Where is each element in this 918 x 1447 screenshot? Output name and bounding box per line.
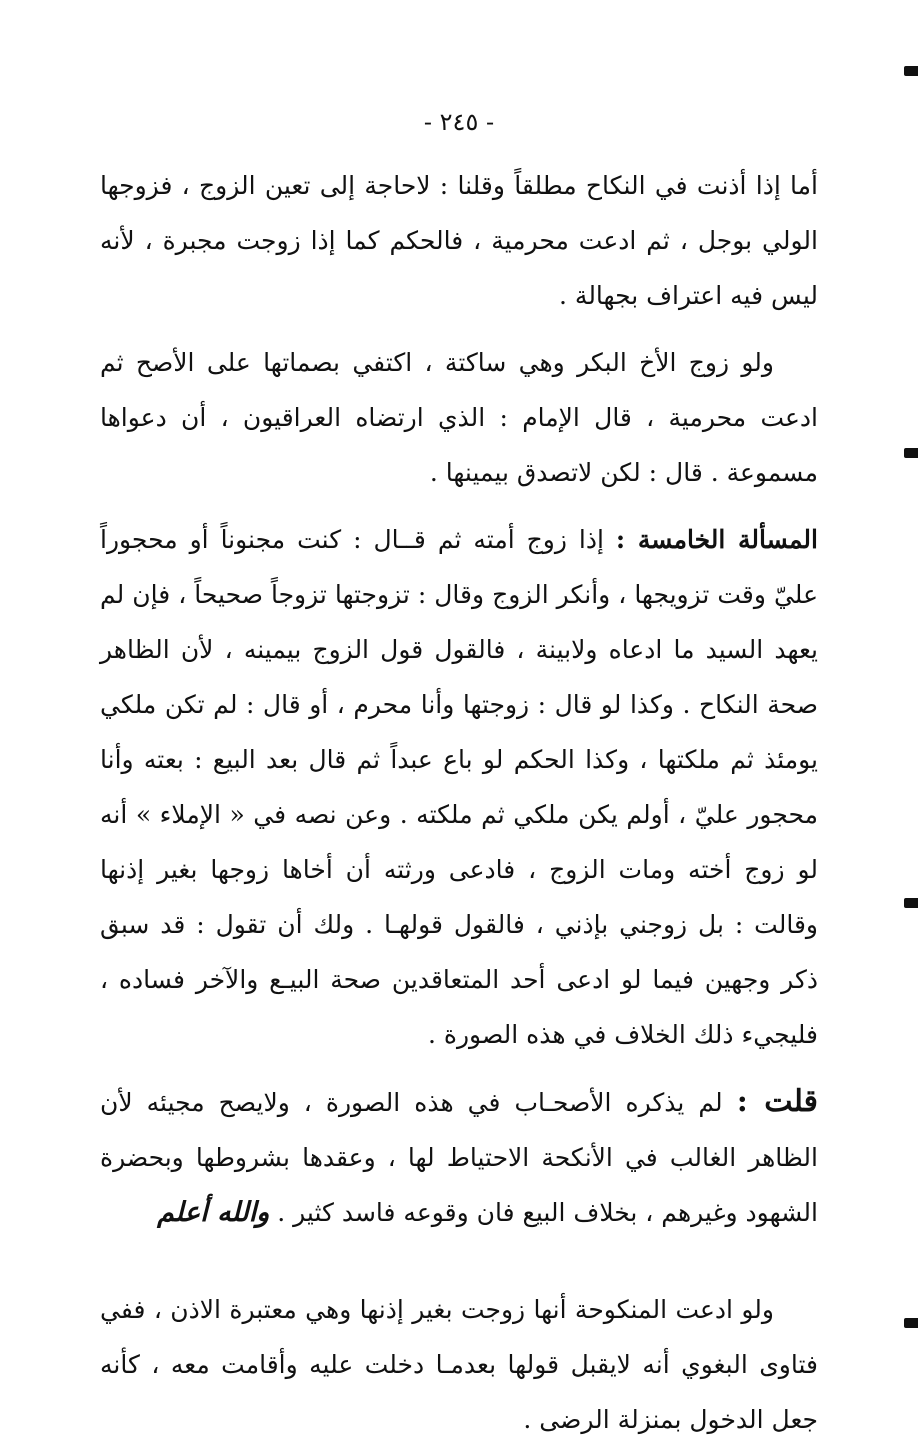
- paragraph-3: [100, 512, 818, 1062]
- paragraph-4: [100, 1074, 818, 1240]
- margin-mark: [904, 66, 918, 76]
- page-number: - ٢٤٥ -: [423, 108, 495, 136]
- paragraph-2-text: ولو زوج الأخ البكر وهي ساكتة ، اكتفي بصماتها على الأصح ثم ادعت محرمية ، قال الإمام : الذي ارتضاه العراقيون ، أن دعواها مسموعة . قال : لكن لاتصدق بيمينها .: [100, 348, 818, 487]
- section-heading-fifth-issue: المسألة الخامسة :: [615, 525, 818, 554]
- paragraph-1: [100, 158, 818, 323]
- margin-mark: [904, 448, 918, 458]
- qultu-label: قلت :: [736, 1084, 819, 1119]
- paragraph-3-text: إذا زوج أمته ثم قــال : كنت مجنوناً أو محجوراً عليّ وقت تزويجها ، وأنكر الزوج وقال : تزوجتها تزوجاً صحيحاً ، فإن لم يعهد السيد ما ادعاه ولابينة ، فالقول قول الزوج بيمينه ، لأن الظاهر صحة النكاح . وكذا لو قال : زوجتها وأنا محرم ، أو قال : لم تكن ملكي يومئذ ثم ملكتها ، وكذا الحكم لو باع عبداً ثم قال بعد البيع : بعته وأنا محجور عليّ ، أولم يكن ملكي ثم ملكته . وعن نصه في « الإملاء » أنه لو زوج أخته ومات الزوج ، فادعى ورثته أن أخاها زوجها بغير إذنها وقالت : بل زوجني بإذني ، فالقول قولهـا . ولك أن تقول : قد سبق ذكر وجهين فيما لو ادعى أحد المتعاقدين صحة البيـع والآخر فساده ، فليجيء ذلك الخلاف في هذه الصورة .: [100, 525, 818, 1049]
- paragraph-1-text: أما إذا أذنت في النكاح مطلقاً وقلنا : لاحاجة إلى تعين الزوج ، فزوجها الولي بوجل ، ثم ادعت محرمية ، فالحكم كما إذا زوجت مجبرة ، لأنه ليس فيه اعتراف بجهالة .: [100, 171, 818, 310]
- closing-formula: والله أعلم: [157, 1197, 270, 1228]
- margin-mark: [904, 898, 918, 908]
- paragraph-5: [100, 1282, 818, 1447]
- margin-mark: [904, 1318, 918, 1328]
- paragraph-4-text: لم يذكره الأصحـاب في هذه الصورة ، ولايصح مجيئه لأن الظاهر الغالب في الأنكحة الاحتياط لها ، وعقدها بشروطها وبحضرة الشهود وغيرهم ، بخلاف البيع فان وقوعه فاسد كثير .: [100, 1088, 818, 1227]
- paragraph-5-text: ولو ادعت المنكوحة أنها زوجت بغير إذنها وهي معتبرة الاذن ، ففي فتاوى البغوي أنه لايقبل قولها بعدمـا دخلت عليه وأقامت معه ، كأنه جعل الدخول بمنزلة الرضى .: [100, 1295, 818, 1434]
- paragraph-2: [100, 335, 818, 500]
- body-text: [100, 158, 818, 1447]
